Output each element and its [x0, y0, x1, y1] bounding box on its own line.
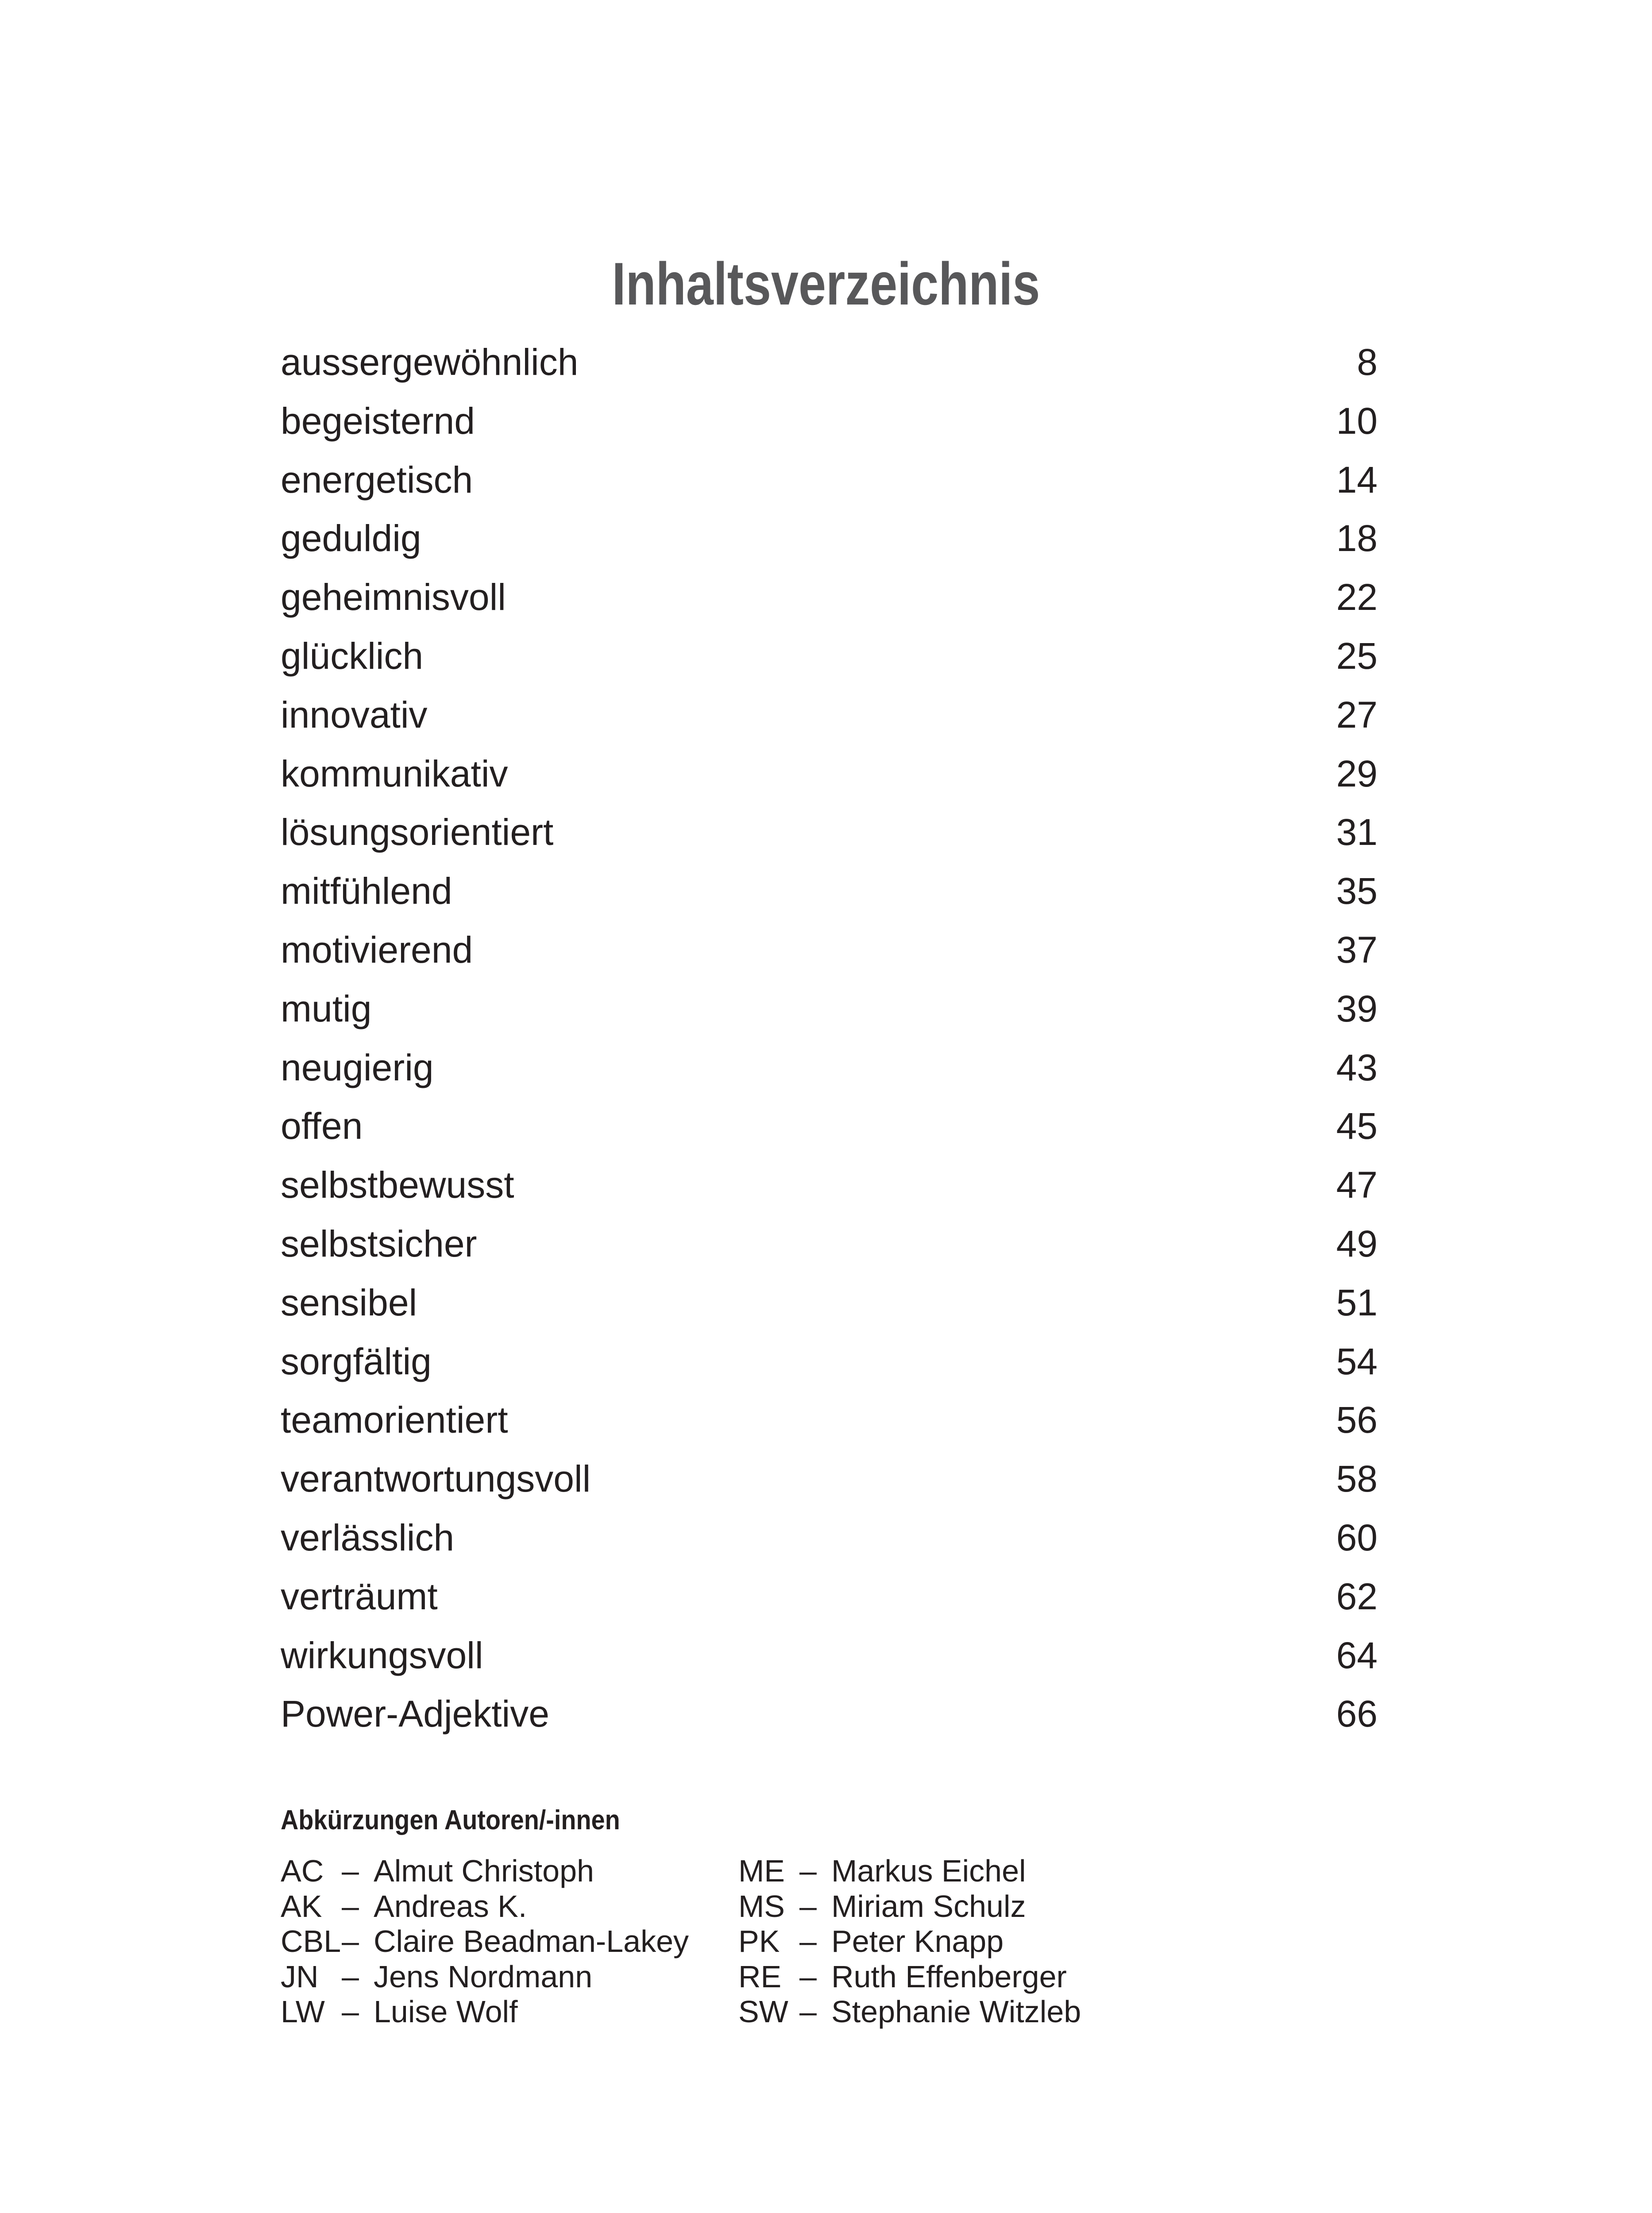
abbreviation-code: AK — [281, 1889, 322, 1924]
toc-entry-page: 18 — [1336, 517, 1378, 559]
toc-entry-page: 39 — [1336, 987, 1378, 1029]
author-name: Luise Wolf — [374, 1994, 518, 2029]
toc-entry-page: 56 — [1336, 1399, 1378, 1441]
toc-entry-page: 54 — [1336, 1340, 1378, 1382]
toc-entry[interactable] — [281, 509, 1378, 568]
abbreviation-dash: – — [799, 1994, 817, 2029]
toc-entry[interactable] — [281, 333, 1378, 392]
toc-entry[interactable] — [281, 744, 1378, 803]
toc-entry-page: 35 — [1336, 870, 1378, 912]
toc-entry-label: innovativ — [281, 694, 428, 736]
toc-entry[interactable] — [281, 1273, 1378, 1332]
toc-entry-label: Power-Adjektive — [281, 1693, 549, 1735]
toc-entry-page: 22 — [1336, 576, 1378, 618]
toc-entry-label: verantwortungsvoll — [281, 1458, 591, 1500]
toc-entry-page: 58 — [1336, 1458, 1378, 1500]
toc-entry-label: glücklich — [281, 635, 424, 677]
toc-entry-label: selbstsicher — [281, 1222, 477, 1265]
abbreviation-code: AC — [281, 1854, 324, 1888]
toc-entry-page: 51 — [1336, 1281, 1378, 1323]
author-name: Markus Eichel — [831, 1854, 1026, 1888]
abbreviation-dash: – — [799, 1854, 817, 1888]
toc-entry[interactable] — [281, 451, 1378, 509]
toc-entry[interactable] — [281, 921, 1378, 979]
abbreviations-heading: Abkürzungen Autoren/-innen — [281, 1805, 620, 1835]
toc-entry[interactable] — [281, 686, 1378, 744]
author-name: Ruth Effenberger — [831, 1959, 1067, 1994]
abbreviation-code: RE — [738, 1959, 782, 1994]
toc-entry[interactable] — [281, 1214, 1378, 1273]
toc-entry[interactable] — [281, 979, 1378, 1038]
toc-entry-label: mutig — [281, 987, 372, 1029]
toc-entry-label: begeisternd — [281, 400, 475, 442]
abbreviation-code: JN — [281, 1959, 319, 1994]
toc-entry[interactable] — [281, 1450, 1378, 1508]
toc-entry-label: selbstbewusst — [281, 1164, 514, 1206]
toc-entry-page: 45 — [1336, 1105, 1378, 1147]
toc-entry-label: motivierend — [281, 929, 473, 971]
toc-entry-label: sensibel — [281, 1281, 417, 1323]
toc-entry[interactable] — [281, 1156, 1378, 1214]
toc-entry-page: 60 — [1336, 1516, 1378, 1558]
page-title: Inhaltsverzeichnis — [612, 250, 1040, 318]
toc-entry-page: 66 — [1336, 1693, 1378, 1735]
toc-entry-page: 37 — [1336, 929, 1378, 971]
toc-entry[interactable] — [281, 1626, 1378, 1685]
toc-entry[interactable] — [281, 1097, 1378, 1156]
abbreviation-dash: – — [799, 1889, 817, 1924]
author-name: Claire Beadman-Lakey — [374, 1924, 689, 1959]
toc-entry-page: 31 — [1336, 811, 1378, 853]
toc-entry-page: 8 — [1357, 341, 1378, 383]
toc-entry-page: 64 — [1336, 1634, 1378, 1676]
author-name: Andreas K. — [374, 1889, 527, 1924]
toc-entry[interactable] — [281, 1038, 1378, 1097]
toc-entry-page: 14 — [1336, 459, 1378, 501]
abbreviation-dash: – — [342, 1994, 359, 2029]
toc-entry[interactable] — [281, 568, 1378, 627]
abbreviation-code: MS — [738, 1889, 785, 1924]
toc-entry-label: geduldig — [281, 517, 421, 559]
toc-entry-label: sorgfältig — [281, 1340, 432, 1382]
abbreviation-code: SW — [738, 1994, 788, 2029]
toc-entry-page: 29 — [1336, 752, 1378, 794]
abbreviation-dash: – — [799, 1924, 817, 1959]
abbreviation-code: PK — [738, 1924, 780, 1959]
toc-entry-label: verlässlich — [281, 1516, 455, 1558]
abbreviation-dash: – — [799, 1959, 817, 1994]
toc-entry[interactable] — [281, 1391, 1378, 1450]
toc-entry[interactable] — [281, 1567, 1378, 1626]
toc-entry-page: 27 — [1336, 694, 1378, 736]
toc-entry-page: 49 — [1336, 1222, 1378, 1265]
toc-entry-label: verträumt — [281, 1575, 438, 1617]
toc-entry-label: offen — [281, 1105, 363, 1147]
toc-entry-label: lösungsorientiert — [281, 811, 554, 853]
toc-entry-label: wirkungsvoll — [281, 1634, 483, 1676]
toc-entry-label: aussergewöhnlich — [281, 341, 579, 383]
toc-entry[interactable] — [281, 627, 1378, 686]
toc-entry[interactable] — [281, 1685, 1378, 1743]
toc-entry-label: geheimnisvoll — [281, 576, 506, 618]
toc-entry[interactable] — [281, 1332, 1378, 1391]
toc-entry-label: energetisch — [281, 459, 473, 501]
abbreviation-code: ME — [738, 1854, 785, 1888]
toc-entry-label: neugierig — [281, 1046, 434, 1088]
toc-entry[interactable] — [281, 1508, 1378, 1567]
toc-entry[interactable] — [281, 392, 1378, 451]
toc-entry-page: 62 — [1336, 1575, 1378, 1617]
toc-entry-page: 25 — [1336, 635, 1378, 677]
table-of-contents — [281, 333, 1378, 1743]
abbreviation-code: CBL — [281, 1924, 341, 1959]
author-name: Peter Knapp — [831, 1924, 1004, 1959]
abbreviation-dash: – — [342, 1924, 359, 1959]
abbreviation-dash: – — [342, 1959, 359, 1994]
toc-entry-label: mitfühlend — [281, 870, 452, 912]
toc-entry[interactable] — [281, 803, 1378, 862]
toc-entry-page: 47 — [1336, 1164, 1378, 1206]
author-name: Stephanie Witzleb — [831, 1994, 1081, 2029]
author-name: Miriam Schulz — [831, 1889, 1026, 1924]
abbreviation-dash: – — [342, 1854, 359, 1888]
toc-entry-page: 43 — [1336, 1046, 1378, 1088]
author-name: Jens Nordmann — [374, 1959, 593, 1994]
author-name: Almut Christoph — [374, 1854, 594, 1888]
toc-entry-page: 10 — [1336, 400, 1378, 442]
abbreviation-dash: – — [342, 1889, 359, 1924]
toc-entry[interactable] — [281, 862, 1378, 921]
toc-entry-label: kommunikativ — [281, 752, 508, 794]
abbreviation-code: LW — [281, 1994, 325, 2029]
toc-entry-label: teamorientiert — [281, 1399, 508, 1441]
